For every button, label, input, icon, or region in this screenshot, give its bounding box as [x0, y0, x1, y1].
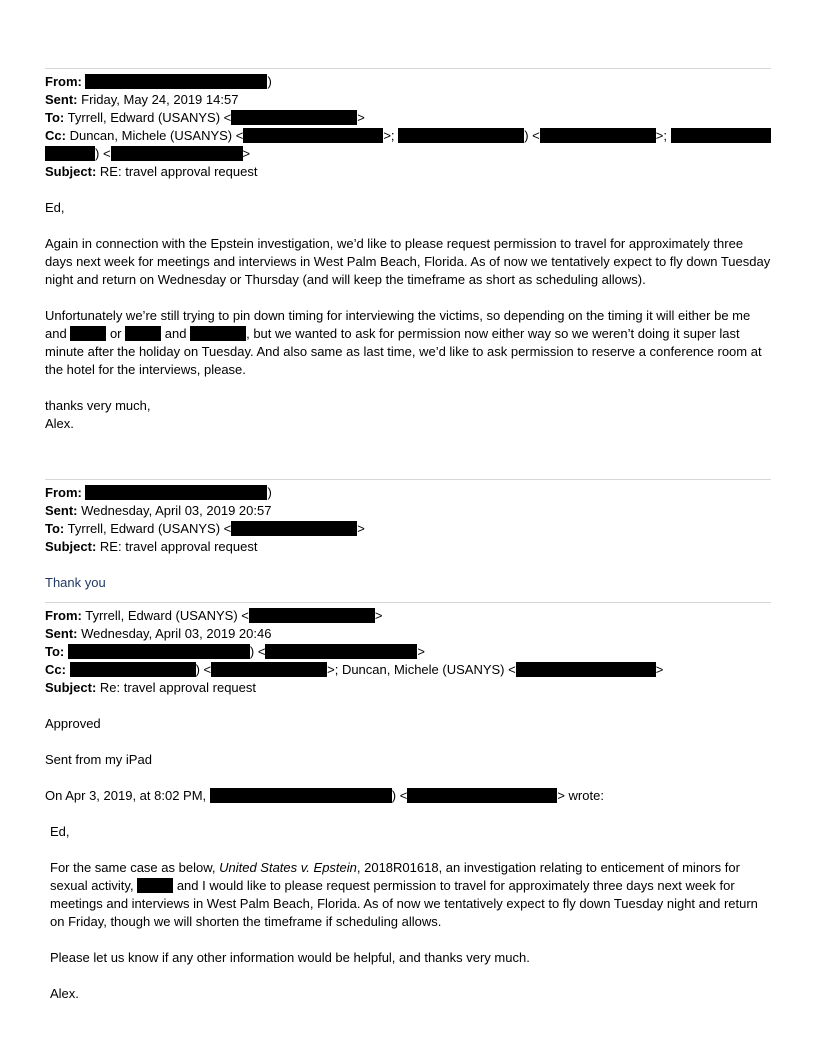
redaction	[68, 644, 250, 659]
redaction	[125, 326, 161, 341]
body-paragraph: Unfortunately we’re still trying to pin down timing for interviewing the victims, so depending on the timing it will either be me and or and , but we wanted to ask for permission now either way so we weren’t doing it super last minute after the holiday on Tuesday. And also same as last time, we’d like to ask permission to reserve a conference room at the hotel for the interviews, please.	[45, 308, 762, 377]
closing: thanks very much,	[45, 398, 151, 413]
separator	[45, 479, 771, 480]
wrote-line: On Apr 3, 2019, at 8:02 PM, ) < > wrote:	[45, 788, 604, 803]
redaction	[70, 662, 196, 677]
redaction	[85, 74, 267, 89]
from-label: From:	[45, 74, 82, 89]
reply-body: Approved	[45, 716, 101, 731]
subject-label: Subject:	[45, 539, 97, 554]
body-paragraph: Please let us know if any other information would be helpful, and thanks very much.	[50, 950, 530, 965]
signature: Alex.	[45, 416, 74, 431]
subject-value: RE: travel approval request	[99, 164, 258, 179]
subject-value: RE: travel approval request	[99, 539, 258, 554]
case-name: United States v. Epstein	[219, 860, 357, 875]
cc-label: Cc:	[45, 662, 66, 677]
redaction	[265, 644, 417, 659]
redaction	[231, 110, 357, 125]
redaction	[407, 788, 557, 803]
redaction	[190, 326, 246, 341]
subject-value: Re: travel approval request	[99, 680, 257, 695]
quoted-message	[45, 823, 771, 1003]
redaction	[398, 128, 524, 143]
from-label: From:	[45, 485, 82, 500]
email-thread	[45, 68, 771, 1003]
separator	[45, 68, 771, 69]
to-label: To:	[45, 110, 65, 125]
cc-label: Cc:	[45, 128, 66, 143]
subject-label: Subject:	[45, 680, 97, 695]
reply-body: Thank you	[45, 575, 106, 590]
redaction	[516, 662, 656, 677]
to-label: To:	[45, 644, 65, 659]
to-label: To:	[45, 521, 65, 536]
body-paragraph: For the same case as below, United States v. Epstein, 2018R01618, an investigation relating to enticement of minors for sexual activity, and I would like to please request permission to travel for approximately three days next week for meetings and interviews in West Palm Beach, Florida. As of now we tentatively expect to fly down Tuesday night and return on Friday, though we will shorten the timeframe if scheduling allows.	[50, 860, 758, 929]
redaction	[211, 662, 327, 677]
sent-label: Sent:	[45, 503, 78, 518]
email-header-3: From: Tyrrell, Edward (USANYS) < > Sent: Wednesday, April 03, 2019 20:46 To: ) < > Cc: ) < >; Duncan, Michele (USANYS) < > Subject: Re: travel approval request	[45, 608, 664, 695]
signature: Alex.	[50, 986, 79, 1001]
email-header-1: From: ) Sent: Friday, May 24, 2019 14:57 To: Tyrrell, Edward (USANYS) < > Cc: Duncan, Michele (USANYS) < >; ) < >; ) < > Subject: RE: travel approval request	[45, 73, 771, 181]
greeting: Ed,	[50, 824, 70, 839]
email-header-2: From: ) Sent: Wednesday, April 03, 2019 20:57 To: Tyrrell, Edward (USANYS) < > Subject: RE: travel approval request	[45, 485, 365, 554]
sent-label: Sent:	[45, 626, 78, 641]
sent-label: Sent:	[45, 92, 78, 107]
sent-value: Wednesday, April 03, 2019 20:57	[81, 503, 272, 518]
redaction	[111, 146, 243, 161]
redaction	[85, 485, 267, 500]
redaction	[137, 878, 173, 893]
redaction	[210, 788, 392, 803]
body-paragraph: Again in connection with the Epstein investigation, we’d like to please request permission to travel for approximately three days next week for meetings and interviews in West Palm Beach, Florida. As of now we tentatively expect to fly down Tuesday night and return on Wednesday or Thursday (and will keep the timeframe as short as scheduling allows).	[45, 236, 771, 287]
redaction	[45, 146, 95, 161]
redaction	[231, 521, 357, 536]
redaction	[540, 128, 656, 143]
separator	[45, 602, 771, 603]
redaction	[70, 326, 106, 341]
sent-from: Sent from my iPad	[45, 752, 152, 767]
from-label: From:	[45, 608, 82, 623]
sent-value: Wednesday, April 03, 2019 20:46	[81, 626, 272, 641]
greeting: Ed,	[45, 200, 65, 215]
sent-value: Friday, May 24, 2019 14:57	[81, 92, 239, 107]
redaction	[243, 128, 383, 143]
redaction	[671, 128, 771, 143]
redaction	[249, 608, 375, 623]
subject-label: Subject:	[45, 164, 97, 179]
